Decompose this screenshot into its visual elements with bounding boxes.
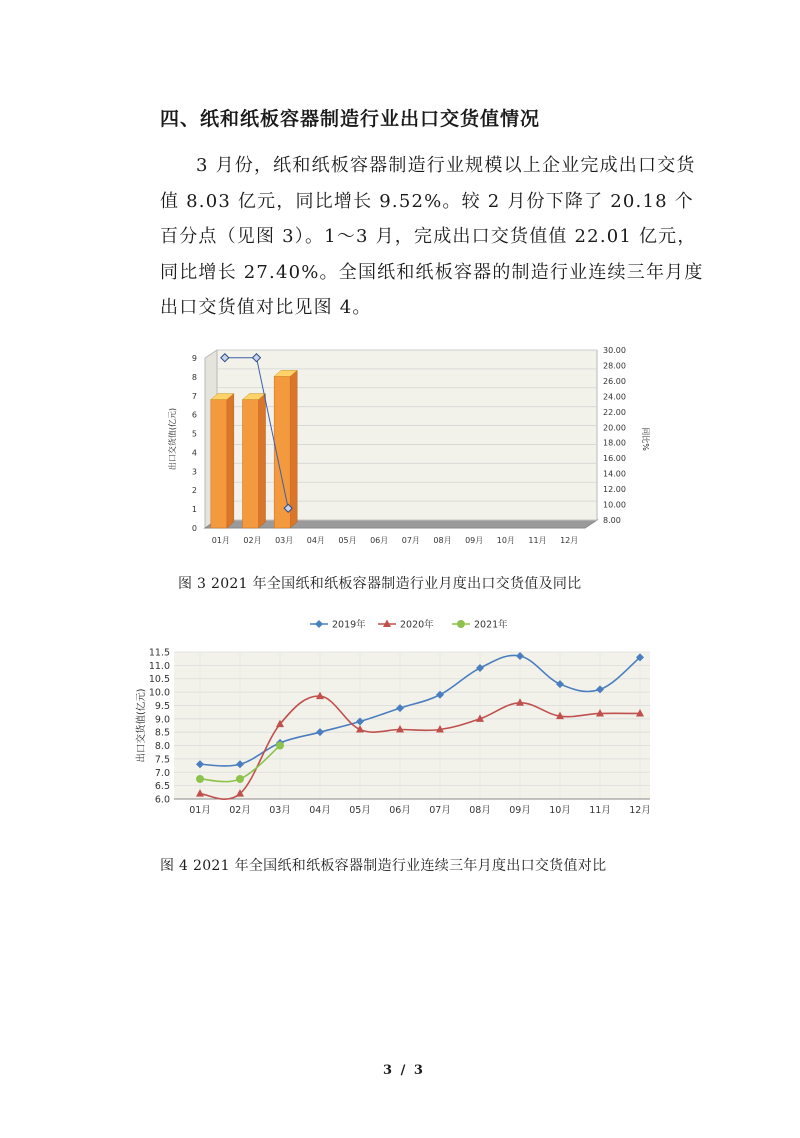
- y-tick-label: 4: [191, 448, 197, 458]
- y-tick-label: 9.0: [154, 714, 170, 726]
- y2-tick-label: 12.00: [603, 485, 626, 495]
- x-tick-label: 06月: [370, 536, 389, 545]
- y-axis-title: 出口交货值(亿元): [168, 407, 177, 471]
- legend-label: 2021年: [474, 619, 508, 631]
- x-tick-label: 08月: [433, 536, 452, 545]
- y-tick-label: 8: [191, 372, 197, 382]
- legend-label: 2019年: [332, 619, 366, 631]
- y2-tick-label: 22.00: [603, 407, 626, 417]
- x-tick-label: 09月: [509, 805, 531, 816]
- y2-tick-label: 18.00: [603, 438, 626, 448]
- y-tick-label: 11.0: [148, 660, 170, 672]
- three-year-line-chart: [130, 612, 650, 830]
- bar-side: [259, 394, 266, 528]
- y-tick-label: 9: [191, 354, 197, 363]
- x-tick-label: 07月: [429, 805, 451, 816]
- y-tick-label: 7.0: [154, 767, 170, 779]
- y-tick-label: 1: [191, 505, 197, 515]
- x-tick-label: 11月: [589, 805, 611, 816]
- body-paragraph: 3 月份，纸和纸板容器制造行业规模以上企业完成出口交货值 8.03 亿元，同比增长 9.52%。较 2 月份下降了 20.18 个百分点（见图 3）。1～3 月，完成出口交货值值 22.01 亿元，同比增长 27.40%。全国纸和纸板容器的制造行业连续三年月度出口交货值对比见图 4。: [160, 155, 704, 318]
- bar-side: [227, 394, 234, 528]
- y-tick-label: 7: [191, 391, 197, 401]
- y-tick-label: 6.0: [154, 794, 170, 806]
- legend-item: [452, 619, 508, 631]
- y-tick-label: 11.5: [148, 647, 170, 659]
- bar-front: [211, 400, 227, 528]
- x-tick-label: 12月: [560, 536, 579, 545]
- y-axis-title: 出口交货值(亿元): [136, 688, 147, 763]
- legend-item: [310, 619, 366, 631]
- y-tick-label: 8.5: [154, 727, 170, 739]
- x-tick-label: 01月: [189, 805, 211, 816]
- bar: [211, 394, 234, 528]
- x-tick-label: 08月: [469, 805, 491, 816]
- bar-side: [290, 370, 297, 528]
- series-point: [276, 742, 284, 750]
- series-point: [196, 775, 204, 783]
- y-tick-label: 10.5: [148, 674, 170, 686]
- bar-front: [243, 400, 259, 528]
- bar: [243, 394, 266, 528]
- y-tick-label: 2: [191, 486, 197, 496]
- legend-marker: [315, 620, 323, 628]
- x-tick-label: 11月: [528, 536, 547, 545]
- bar: [274, 370, 297, 528]
- x-tick-label: 06月: [389, 805, 411, 816]
- legend-marker: [457, 620, 465, 628]
- x-tick-label: 04月: [306, 536, 325, 545]
- y-tick-label: 5: [191, 429, 197, 439]
- y-tick-label: 3: [191, 467, 197, 477]
- y2-tick-label: 10.00: [603, 500, 626, 510]
- x-tick-label: 02月: [243, 536, 262, 545]
- x-tick-label: 05月: [349, 805, 371, 816]
- x-tick-label: 02月: [229, 805, 251, 816]
- x-tick-label: 12月: [629, 805, 651, 816]
- y-tick-label: 9.5: [154, 700, 170, 712]
- x-tick-label: 07月: [401, 536, 420, 545]
- y2-tick-label: 30.00: [603, 346, 626, 355]
- figure-4-caption: 图 4 2021 年全国纸和纸板容器制造行业连续三年月度出口交货值对比: [160, 858, 607, 874]
- y2-tick-label: 16.00: [603, 454, 626, 464]
- x-tick-label: 10月: [496, 536, 515, 545]
- x-tick-label: 03月: [275, 536, 294, 545]
- y2-tick-label: 24.00: [603, 392, 626, 402]
- y2-tick-label: 14.00: [603, 469, 626, 479]
- legend-label: 2020年: [400, 619, 434, 631]
- monthly-export-bar-chart: [160, 338, 650, 564]
- y-tick-label: 7.5: [154, 754, 170, 766]
- x-tick-label: 03月: [269, 805, 291, 816]
- x-tick-label: 10月: [549, 805, 571, 816]
- series-point: [236, 775, 244, 783]
- y-tick-label: 0: [191, 524, 197, 533]
- y-tick-label: 6: [191, 410, 197, 420]
- y-tick-label: 6.5: [154, 781, 170, 793]
- y2-tick-label: 26.00: [603, 376, 626, 386]
- y-tick-label: 8.0: [154, 741, 170, 753]
- x-tick-label: 05月: [338, 536, 357, 545]
- x-tick-label: 04月: [309, 805, 331, 816]
- section-heading: 四、纸和纸板容器制造行业出口交货值情况: [160, 108, 541, 130]
- figure-3-caption: 图 3 2021 年全国纸和纸板容器制造行业月度出口交货值及同比: [178, 576, 582, 592]
- x-tick-label: 09月: [465, 536, 484, 545]
- y2-tick-label: 20.00: [603, 423, 626, 433]
- y-tick-label: 10.0: [148, 687, 170, 699]
- y2-tick-label: 28.00: [603, 361, 626, 371]
- y2-axis-title: 同比%: [641, 427, 650, 451]
- x-tick-label: 01月: [211, 536, 230, 545]
- page-number: 3 / 3: [383, 1063, 425, 1078]
- y2-tick-label: 8.00: [603, 516, 621, 525]
- legend-item: [378, 619, 434, 631]
